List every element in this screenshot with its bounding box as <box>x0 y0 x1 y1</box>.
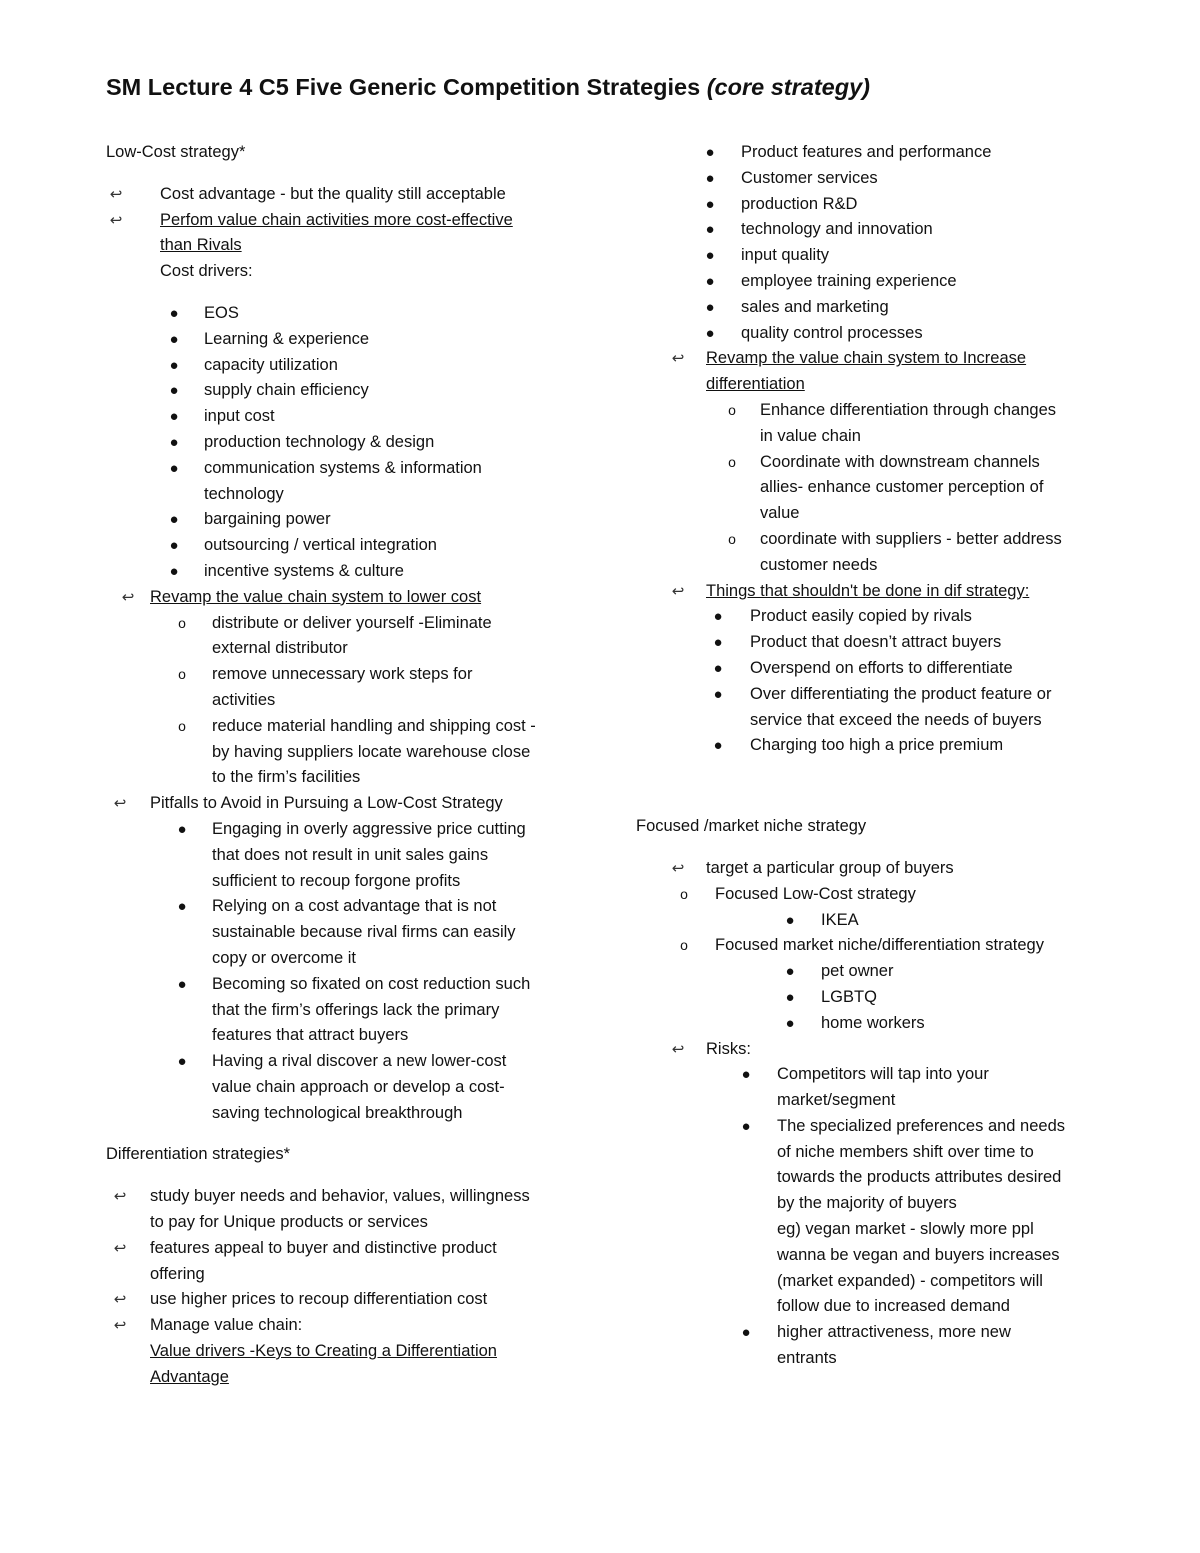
list-item <box>636 682 1136 708</box>
bullet-dot-icon: ● <box>741 1324 751 1342</box>
item-text: by having suppliers locate warehouse close <box>212 742 531 761</box>
item-text: Cost drivers: <box>160 262 253 281</box>
item-text: production R&D <box>741 194 858 213</box>
item-text: production technology & design <box>204 432 435 451</box>
list-item <box>636 908 1136 934</box>
list-item <box>106 353 606 379</box>
bullet-dot-icon: ● <box>177 898 187 916</box>
item-text: value <box>760 504 800 523</box>
list-item <box>106 1287 606 1313</box>
list-item <box>106 662 606 688</box>
item-text: bargaining power <box>204 510 331 529</box>
list-item <box>636 527 1136 553</box>
list-item <box>636 1011 1136 1037</box>
list-item <box>106 688 606 714</box>
item-text: Risks: <box>706 1039 751 1058</box>
bullet-dot-icon: ● <box>713 659 723 677</box>
list-item <box>106 327 606 353</box>
bullet-dot-icon: ● <box>177 820 187 838</box>
item-text: Customer services <box>741 168 878 187</box>
section-heading-row <box>106 140 606 166</box>
bullet-circle-icon: o <box>728 530 736 547</box>
section-heading: Differentiation strategies* <box>106 1145 291 1164</box>
list-item <box>106 1210 606 1236</box>
bullet-dot-icon: ● <box>169 356 179 374</box>
list-item <box>636 1269 1136 1295</box>
bullet-dot-icon: ● <box>713 685 723 703</box>
list-item <box>106 765 606 791</box>
item-text: input cost <box>204 407 275 426</box>
list-item <box>636 1165 1136 1191</box>
list-item <box>636 1320 1136 1346</box>
list-item <box>106 791 606 817</box>
item-text: distribute or deliver yourself -Eliminate <box>212 613 492 632</box>
list-item <box>106 1236 606 1262</box>
item-text: target a particular group of buyers <box>706 858 954 877</box>
list-item <box>636 1037 1136 1063</box>
section-heading-row <box>636 814 1136 840</box>
item-text: sustainable because rival firms can easily <box>212 923 516 942</box>
item-text: quality control processes <box>741 323 923 342</box>
bullet-dot-icon: ● <box>785 988 795 1006</box>
item-text: in value chain <box>760 426 861 445</box>
bullet-circle-icon: o <box>680 885 688 902</box>
return-arrow-icon: ↩ <box>113 1239 127 1257</box>
item-text: Product features and performance <box>741 143 992 161</box>
item-text: Pitfalls to Avoid in Pursuing a Low-Cost Strategy <box>150 794 503 813</box>
list-item <box>106 233 606 259</box>
item-text: wanna be vegan and buyers increases <box>777 1245 1060 1264</box>
return-arrow-icon: ↩ <box>113 1317 127 1335</box>
item-text: Manage value chain: <box>150 1316 303 1335</box>
bullet-dot-icon: ● <box>713 737 723 755</box>
bullet-dot-icon: ● <box>169 537 179 555</box>
item-text: study buyer needs and behavior, values, willingness <box>150 1187 530 1206</box>
bullet-circle-icon: o <box>728 401 736 418</box>
bullet-dot-icon: ● <box>713 608 723 626</box>
item-text: Things that shouldn't be done in dif strategy: <box>706 581 1030 600</box>
item-text: (market expanded) - competitors will <box>777 1271 1043 1290</box>
list-item <box>636 140 1136 166</box>
bullet-dot-icon: ● <box>705 272 715 290</box>
list-item <box>106 456 606 482</box>
list-item <box>636 656 1136 682</box>
bullet-dot-icon: ● <box>705 195 715 213</box>
list-item <box>106 1262 606 1288</box>
bullet-dot-icon: ● <box>705 221 715 239</box>
return-arrow-icon: ↩ <box>109 185 123 203</box>
list-item <box>106 1023 606 1049</box>
item-text: Enhance differentiation through changes <box>760 400 1057 419</box>
list-item <box>106 301 606 327</box>
item-text: EOS <box>204 303 239 322</box>
item-text: use higher prices to recoup differentiation cost <box>150 1290 488 1309</box>
bullet-circle-icon: o <box>680 937 688 954</box>
item-text: copy or overcome it <box>212 948 356 967</box>
list-item <box>106 611 606 637</box>
bullet-dot-icon: ● <box>177 975 187 993</box>
bullet-dot-icon: ● <box>705 298 715 316</box>
item-text: Relying on a cost advantage that is not <box>212 897 497 916</box>
list-item <box>636 933 1136 959</box>
section-heading-row <box>106 1142 606 1168</box>
return-arrow-icon: ↩ <box>671 1040 685 1058</box>
list-item <box>106 1101 606 1127</box>
section-heading: Low-Cost strategy* <box>106 143 246 161</box>
return-arrow-icon: ↩ <box>113 1291 127 1309</box>
bullet-dot-icon: ● <box>169 408 179 426</box>
list-item <box>636 1243 1136 1269</box>
list-item <box>106 740 606 766</box>
item-text: Cost advantage - but the quality still acceptable <box>160 184 506 203</box>
item-text: Overspend on efforts to differentiate <box>750 658 1013 677</box>
list-item <box>636 1294 1136 1320</box>
item-text: entrants <box>777 1349 837 1368</box>
item-text: Engaging in overly aggressive price cutting <box>212 819 526 838</box>
bullet-dot-icon: ● <box>741 1117 751 1135</box>
item-text: IKEA <box>821 910 859 929</box>
list-item <box>636 372 1136 398</box>
return-arrow-icon: ↩ <box>113 1188 127 1206</box>
item-text: coordinate with suppliers - better address <box>760 529 1062 548</box>
item-text: pet owner <box>821 962 894 981</box>
item-text: incentive systems & culture <box>204 561 404 580</box>
item-text: by the majority of buyers <box>777 1194 957 1213</box>
item-text: employee training experience <box>741 271 957 290</box>
list-item <box>636 321 1136 347</box>
bullet-dot-icon: ● <box>741 1066 751 1084</box>
item-text: Having a rival discover a new lower-cost <box>212 1052 507 1071</box>
item-text: input quality <box>741 246 830 265</box>
item-text: technology and innovation <box>741 220 933 239</box>
bullet-dot-icon: ● <box>785 1014 795 1032</box>
list-item <box>636 733 1136 759</box>
list-item <box>636 1062 1136 1088</box>
item-text: offering <box>150 1264 205 1283</box>
item-text: of niche members shift over time to <box>777 1142 1034 1161</box>
section-heading: Focused /market niche strategy <box>636 817 867 836</box>
bullet-dot-icon: ● <box>705 247 715 265</box>
item-text: LGBTQ <box>821 987 877 1006</box>
list-item <box>106 1184 606 1210</box>
list-item <box>636 243 1136 269</box>
list-item <box>106 1313 606 1339</box>
return-arrow-icon: ↩ <box>113 795 127 813</box>
bullet-dot-icon: ● <box>169 562 179 580</box>
item-text: allies- enhance customer perception of <box>760 478 1044 497</box>
bullet-dot-icon: ● <box>705 144 715 161</box>
item-text: Product easily copied by rivals <box>750 607 972 626</box>
item-text: Advantage <box>150 1367 229 1386</box>
item-text: Focused market niche/differentiation strategy <box>715 936 1044 955</box>
bullet-circle-icon: o <box>728 453 736 470</box>
bullet-circle-icon: o <box>178 614 186 631</box>
list-item <box>106 559 606 585</box>
item-text: service that exceed the needs of buyers <box>750 710 1042 729</box>
list-item <box>106 869 606 895</box>
item-text: technology <box>204 484 284 503</box>
list-item <box>106 998 606 1024</box>
list-item <box>106 259 606 285</box>
item-text: Becoming so fixated on cost reduction such <box>212 974 531 993</box>
list-item <box>106 843 606 869</box>
list-item <box>106 894 606 920</box>
list-item <box>636 882 1136 908</box>
list-item <box>106 946 606 972</box>
list-item <box>636 295 1136 321</box>
bullet-circle-icon: o <box>178 666 186 683</box>
list-item <box>636 166 1136 192</box>
list-item <box>106 817 606 843</box>
list-item <box>106 920 606 946</box>
bullet-dot-icon: ● <box>177 1053 187 1071</box>
item-text: Learning & experience <box>204 329 370 348</box>
list-item <box>636 346 1136 372</box>
list-item <box>636 269 1136 295</box>
list-item <box>636 398 1136 424</box>
item-text: differentiation <box>706 375 805 394</box>
bullet-dot-icon: ● <box>169 511 179 529</box>
item-text: capacity utilization <box>204 355 338 374</box>
list-item <box>106 404 606 430</box>
list-item <box>106 1075 606 1101</box>
list-item <box>636 1191 1136 1217</box>
list-item <box>636 1140 1136 1166</box>
list-item <box>636 985 1136 1011</box>
bullet-dot-icon: ● <box>169 330 179 348</box>
list-item <box>106 585 606 611</box>
page-title <box>106 74 870 101</box>
list-item <box>636 579 1136 605</box>
list-item <box>636 553 1136 579</box>
list-item <box>636 192 1136 218</box>
item-text: activities <box>212 690 276 709</box>
list-item <box>106 208 606 234</box>
bullet-dot-icon: ● <box>169 382 179 400</box>
list-item <box>106 972 606 998</box>
list-item <box>636 959 1136 985</box>
item-text: to pay for Unique products or services <box>150 1213 428 1232</box>
list-item <box>106 714 606 740</box>
item-text: Competitors will tap into your <box>777 1065 989 1084</box>
list-item <box>106 1049 606 1075</box>
title-italic: (core strategy) <box>706 74 870 100</box>
list-item <box>636 475 1136 501</box>
list-item <box>106 182 606 208</box>
list-item <box>106 507 606 533</box>
bullet-dot-icon: ● <box>169 304 179 322</box>
list-item <box>636 217 1136 243</box>
item-text: Revamp the value chain system to lower cost <box>150 587 482 606</box>
item-text: communication systems & information <box>204 458 482 477</box>
right-column <box>636 140 1136 1372</box>
item-text: Product that doesn’t attract buyers <box>750 633 1002 652</box>
bullet-dot-icon: ● <box>713 634 723 652</box>
list-item <box>636 856 1136 882</box>
list-item <box>636 708 1136 734</box>
left-column <box>106 140 606 1391</box>
item-text: features that attract buyers <box>212 1026 409 1045</box>
item-text: The specialized preferences and needs <box>777 1116 1066 1135</box>
item-text: reduce material handling and shipping cost - <box>212 716 536 735</box>
list-item <box>106 1365 606 1391</box>
bullet-dot-icon: ● <box>705 324 715 342</box>
list-item <box>106 533 606 559</box>
item-text: sales and marketing <box>741 297 889 316</box>
return-arrow-icon: ↩ <box>121 588 135 606</box>
item-text: external distributor <box>212 639 348 658</box>
item-text: Charging too high a price premium <box>750 736 1004 755</box>
item-text: higher attractiveness, more new <box>777 1323 1011 1342</box>
item-text: customer needs <box>760 555 878 574</box>
item-text: follow due to increased demand <box>777 1297 1010 1316</box>
item-text: outsourcing / vertical integration <box>204 536 437 555</box>
item-text: supply chain efficiency <box>204 381 369 400</box>
list-item <box>636 630 1136 656</box>
item-text: remove unnecessary work steps for <box>212 665 473 684</box>
bullet-dot-icon: ● <box>785 963 795 981</box>
bullet-dot-icon: ● <box>169 459 179 477</box>
list-item <box>636 424 1136 450</box>
bullet-dot-icon: ● <box>705 169 715 187</box>
item-text: towards the products attributes desired <box>777 1168 1062 1187</box>
item-text: that the firm’s offerings lack the primary <box>212 1000 500 1019</box>
title-main: SM Lecture 4 C5 Five Generic Competition Strategies <box>106 74 707 100</box>
item-text: eg) vegan market - slowly more ppl <box>777 1220 1034 1239</box>
return-arrow-icon: ↩ <box>109 211 123 229</box>
return-arrow-icon: ↩ <box>671 859 685 877</box>
item-text: sufficient to recoup forgone profits <box>212 871 461 890</box>
item-text: Value drivers -Keys to Creating a Differentiation <box>150 1342 497 1361</box>
list-item <box>636 1217 1136 1243</box>
list-item <box>636 501 1136 527</box>
item-text: than Rivals <box>160 236 242 255</box>
list-item <box>106 636 606 662</box>
item-text: Over differentiating the product feature or <box>750 684 1052 703</box>
list-item <box>106 430 606 456</box>
list-item <box>636 450 1136 476</box>
bullet-circle-icon: o <box>178 717 186 734</box>
item-text: home workers <box>821 1013 925 1032</box>
item-text: features appeal to buyer and distinctive product <box>150 1238 497 1257</box>
bullet-dot-icon: ● <box>785 911 795 929</box>
item-text: saving technological breakthrough <box>212 1103 463 1122</box>
item-text: Coordinate with downstream channels <box>760 452 1040 471</box>
return-arrow-icon: ↩ <box>671 582 685 600</box>
item-text: that does not result in unit sales gains <box>212 845 489 864</box>
list-item <box>106 1339 606 1365</box>
item-text: Revamp the value chain system to Increase <box>706 349 1027 368</box>
item-text: Perfom value chain activities more cost-effective <box>160 210 513 229</box>
list-item <box>636 604 1136 630</box>
item-text: market/segment <box>777 1091 896 1110</box>
list-item <box>636 1346 1136 1372</box>
item-text: to the firm’s facilities <box>212 768 361 787</box>
list-item <box>106 482 606 508</box>
list-item <box>106 378 606 404</box>
bullet-dot-icon: ● <box>169 433 179 451</box>
item-text: value chain approach or develop a cost- <box>212 1077 505 1096</box>
item-text: Focused Low-Cost strategy <box>715 884 916 903</box>
return-arrow-icon: ↩ <box>671 350 685 368</box>
list-item <box>636 1088 1136 1114</box>
list-item <box>636 1114 1136 1140</box>
